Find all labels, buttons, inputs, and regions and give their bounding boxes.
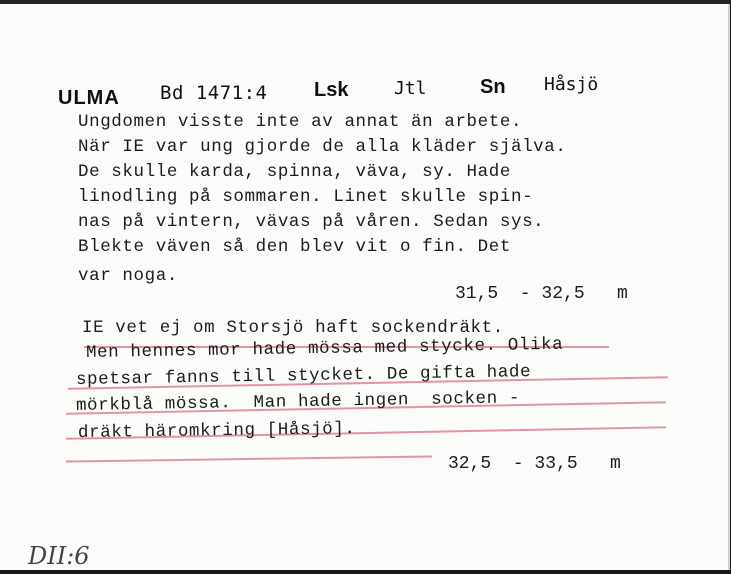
landskap-value: Jtl (394, 78, 427, 99)
range-2: 32,5 - 33,5 m (448, 454, 621, 474)
text-line: Men hennes mor hade mössa med stycke. Olika (85, 334, 564, 363)
text-line: När IE var ung gjorde de alla kläder själva. (78, 137, 567, 157)
socken-value: Håsjö (544, 74, 599, 95)
text-line: Ungdomen visste inte av annat än arbete. (78, 112, 523, 132)
text-line: linodling på sommaren. Linet skulle spin- (78, 187, 534, 207)
socken-label: Sn (480, 76, 506, 98)
card-marker: DII:6 (28, 542, 90, 570)
archive-name: ULMA (58, 87, 120, 109)
text-line: spetsar fanns till stycket. De gifta hade (75, 362, 532, 390)
text-line: De skulle karda, spinna, väva, sy. Hade (78, 162, 511, 182)
text-line: mörkblå mössa. Man hade ingen socken - (75, 388, 521, 416)
archive-card (0, 4, 730, 570)
landskap-label: Lsk (314, 79, 349, 101)
range-1: 31,5 - 32,5 m (455, 284, 628, 304)
paragraph-1 (78, 112, 567, 292)
text-line: IE vet ej om Storsjö haft sockendräkt. (82, 318, 504, 338)
paragraph-2 (75, 318, 564, 458)
text-line: dräkt häromkring [Håsjö]. (77, 419, 356, 443)
text-line: Blekte väven så den blev vit o fin. Det (78, 237, 511, 257)
card-header (58, 74, 658, 108)
reference-number: Bd 1471:4 (160, 82, 268, 104)
text-line: nas på vintern, vävas på våren. Sedan sys. (78, 212, 545, 232)
text-line: var noga. (78, 266, 178, 286)
